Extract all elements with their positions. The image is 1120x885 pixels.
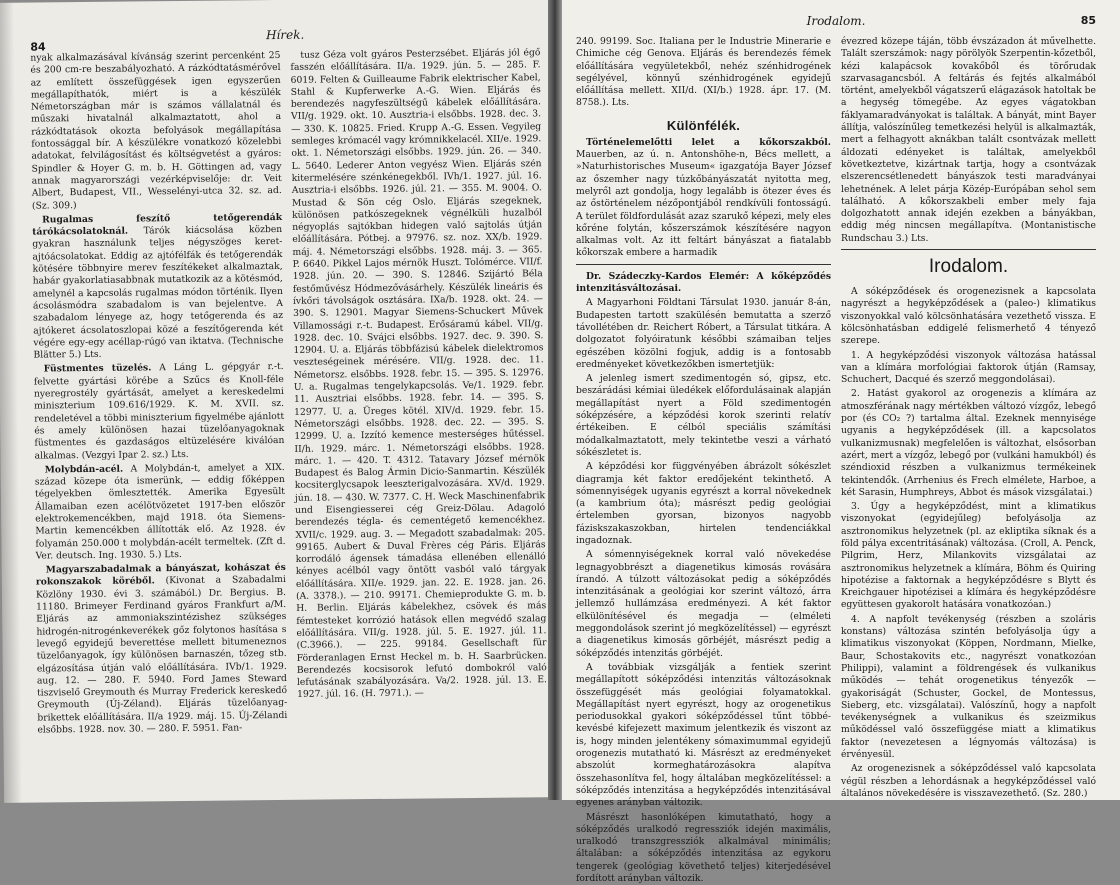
article-paragraph: 4. A napfolt tevékenység (részben a szoláris konstans) változása szintén befolyásolja úgy a klimatikus viszonyokat (Köppen, Nordmann, Mielke, Baur, Schostakovits etc., nagyrészt vonatkozóan Philippi), valamint a földrengések és vulkanikus működés — tehát orogenetikus tényezők — gyakoriságát (Schuster, Gockel, de Montessus, Sieberg, etc. vizsgálatai). Valószínű, hogy a napfolt tevékenységnek a vulkanikus és szeizmikus működéssel való összefüggése miatt a klimatikus faktor (nevezetesen a légnyomás változása) is érvényesül.: [841, 613, 1096, 761]
article-paragraph: A sóképződések és orogenezisnek a kapcsolata nagyrészt a hegyképződések a (paleo-) klimatikus viszonyokkal való kölcsönhatására vezethető vissza. E kölcsönhatásban eddigelé felismerhető 4 tényező szerepe.: [841, 286, 1096, 347]
left-page: [0, 0, 560, 803]
kulonfelek-article-lead: Történelemelőtti lelet a kőkorszakból.: [586, 136, 831, 148]
right-running-title: Irodalom.: [806, 14, 866, 28]
section-title-irodalom: Irodalom.: [928, 256, 1009, 278]
article-text: Tárók kiácsolása közben gyakran használunk teljes négyszöges keret-ajtóácsolatokat. Eddig az ajtófélfák és tetőgerendák kötésére többnyire merev feszítékeket alkalmaztak, habár gyakorlatiasabbnak mutatkozik az a kötésmód, amelynél a kapcsolás rugalmas módon történik. Ilyen ácsolásmódra szabadalom is van bejelentve. A szabadalom lényege az, hogy tetőgerenda és az ajtókeret ácsolatoszlopai közé a feszítőgerenda két végére egy-egy acéllap-rúgó van iktatva. (Technische Blätter 5.) Lts.: [32, 224, 284, 361]
article-paragraph: [30, 50, 282, 212]
right-page: [556, 0, 1120, 884]
right-columns: [576, 36, 1096, 884]
article-paragraph: Másrészt hasonlóképen kimutatható, hogy a sóképződés uralkodó regressziók idején maximális, uralkodó transzgressziók alkalmával minimális; általában: a sóképződés intenzitása az egykoru tengerek (geológiag követhető teljes) kiterjedésével fordított arányban változik.: [576, 811, 831, 884]
article-paragraph: 2. Hatást gyakorol az orogenezis a klímára az atmoszférának nagy mértékben változó vízgőz, lebegő por (és CO₂ ?) tartalma által. Ezeknek mennyisége ugyanis a hegyképződések (ill. a kapcsolatos vulkanizmusnak) megfelelően is változhat, elsősorban azért, mert a vízgőz, lebegő por (vulkáni hamukból) és széndioxid részben a vulkanizmus termékeinek tekintendők. (Arrhenius és Frech elmélete, Harboe, a két Sarasin, Humphreys, Abbot és mások vizsgálatai.): [841, 388, 1096, 498]
right-column-2: [841, 36, 1096, 799]
article-text: tusz Géza volt gyáros Pesterzsébet. Eljárás jól égő fasszén előállítására. II/a. 1929. jún. 5. — 285. F. 6019. Felten & Guilleaume Fabrik elektrischer Kabel, Stahl & Kupferwerke A.-G. Wien. Eljárás és berendezés nagyfeszültségű kábelek előállítására. VII/g. 1929. okt. 10. Ausztria-i elsőbbs. 1928. dec. 3. — 330. K. 10825. Fried. Krupp A.-G. Essen. Vegyileg semleges krómacél vagy krómnikkelacél. XII/e. 1929. okt. 1. Németországi elsőbbs. 1929. jún. 26. — 340. L. 5640. Lederer Anton vegyész Wien. Eljárás szén kitermelésére szénkénegekből. IVh/1. 1927. júl. 16. Ausztria-i elsőbbs. 1926. júl. 21. — 355. M. 9004. O. Mustad & Sön cég Oslo. Eljárás szegeknek, különösen patkószegeknek végnélküli huzalból négyoplás sajtókban hidegen való sajtolás útján előállítására. Pótbej. a 97976. sz. noz. XX/b. 1929. máj. 4. Németországi elsőbbs. 1928. máj. 3. — 365. P. 6640. Pikkel Lajos mérnök Huszt. Tolómérce. VII/f. 1928. jún. 20. — 390. S. 12846. Szijártó Béla festőművész Hódmezővásárhely. Készülék lineáris és ívkőri távolságok osztására. IXa/b. 1928. okt. 24. — 390. S. 12901. Magyar Siemens-Schuckert Művek Villamossági r.-t. Budapest. Erősáramú kábel. VII/g. 1928. dec. 10. Svájci elsőbbs. 1927. dec. 9. 390. S. 12904. U. a. Eljárás többfázisú kábelek dielektromos veszteségeinek mérésére. VII/g. 1928. dec. 11. Németorsz. elsőbbs. 1928. febr. 15. — 395. S. 12976. U. a. Rugalmas tengelykapcsolás. Ve/1. 1929. febr. 11. Ausztriai elsőbbs. 1928. febr. 14. — 395. S. 12977. U. a. Üreges kötél. XIV/d. 1929. febr. 15. Németországi elsőbbs. 1928. dec. 22. — 395. S. 12999. U. a. Izzító kemence mesterséges hűtéssel. II/h. 1929. márc. 1. Németországi elsőbbs. 1928. márc. 1. — 420. T. 4312. Tatavary József mérnök Budapest és Balog Ármin Dicio-Sanmartin. Készülék kocsiterglycsapok leeszterigalvozására. XV/d. 1929. jún. 18. — 430. W. 7377. C. H. Weck Maschinenfabrik und Eisengiesserei cég Greiz-Dölau. Adagoló berendezés tégla- és cementégető kemencékhez. XVII/c. 1929. aug. 3. — Megadott szabadalmak: 205. 99165. Aubert & Duval Frères cég Páris. Eljárás korrodáló ágensek támadása ellenében ellenálló kényes acélból vagy öntött vasból való tárgyak előállítására. XII/e. 1929. jan. 22. E. 1928. jan. 26. (A. 3378.). — 210. 99171. Chemieprodukte G. m. b. H. Berlin. Eljárás kábelekhez, csövek és más fémtesteket korrózió hatások ellen megvédő szalag előállítására. VII/g. 1928. júl. 5. E. 1927. júl. 11. (C.3966.). — 225. 99184. Gesellschaft für Förderanlagen Ernst Heckel m. b. H. Saarbrücken. Berendezés kocsisorok lefutó dombokról való lefutásának szabályozására. Va/2. 1928. júl. 13. E. 1927. júl. 16. (H. 7971.). —: [290, 47, 548, 701]
kulonfelek-continuation: évezred közepe táján, több évszázadon át művelhette. Talált szerszámok: nagy pörölyök Szerpentin-kőzetből, kézi kalapácsok kovakőből és törőrudak szarvasagancsból. A feltárás és fejtés alkalmából történt, amelyekből vágatszerű elágazások hatoltak be a hegység tömegébe. Az egyes vágatokban fáklyamaradványokat is találtak. A bányát, mint Bayer állítja, valószínűleg temetkezési helyül is alkalmazták, mert a felhagyott aknákban talált csontvázak mellett áldozati edényeket is találtak, amelyekből következtetve, kizártnak tartja, hogy a csontvázak elszerencsétlenedett bányászok testi maradványai lehetnének. A lelet párja Közép-Európában sehol sem található. A kőkorszakbeli ember mely faja dolgozhatott annak idején ezekben a bányákban, eddig még nincsen megállapítva. (Montanistische Rundschau 3.) Lts.: [841, 36, 1096, 244]
section-divider: [841, 249, 1096, 250]
article-paragraph: [290, 47, 547, 701]
article-paragraph: A jelenleg ismert szedimentogén só, gipsz, etc. beszárádási kémiai üledékek előfordulásainak alapján megállapítást nyert a Föld szedimentogén sóképzésére, a képződési korok szerinti relatív értékeiben. E célból speciális számítási módalkalmaztatott, mely tekintetbe veszi a várható sókészletet is.: [576, 373, 831, 458]
article-paragraph: [36, 562, 288, 737]
article-paragraph: 1. A hegyképződési viszonyok változása hatással van a klímára morfológiai faktorok útján (Ramsay, Schuchert, Dacqué és szerző meggondolásai).: [841, 349, 1096, 386]
article-lead: Magyarszabadalmak a bányászat, kohászat és rokonszakok köréből.: [35, 562, 286, 589]
article-text: (Kivonat a Szabadalmi Közlöny 1930. évi 3. számából.) Dr. Bergius. B. 11180. Brimeyer Ferdinand gyáros Frankfurt a/M. Eljárás az ammoniakszintézishez szükséges hidrogén-nitrogénkeverékek gőz folytonos hasítása s levegő egyidejű beverettése mellett bitumeneznos tüzelőanyagok, így különösen barnaszén, tőzeg stb. elgázosítása útján való előállítására. IVb/1. 1929. aug. 12. — 280. F. 5940. Ford James Steward tiszviselő Greymouth és Murray Frederick kereskedő Greymouth (Új-Zéland). Eljárás tüzelőanyag-brikettek előállítására. II/a 1929. máj. 15. Új-Zélandi elsőbbs. 1928. nov. 30. — 280. F. 5951. Fan-: [35, 574, 288, 736]
article-lead: Füstmentes tüzelés.: [43, 362, 152, 375]
right-page-number: 85: [1080, 14, 1096, 27]
article-paragraph: Az orogenezisnek a sóképződéssel való kapcsolata végül részben a lehordásnak a hegyképződéssel való általános növekedésére is visszavezethető. (Sz. 280.): [841, 763, 1096, 799]
article-paragraph: A továbbiak vizsgálják a fentiek szerint megállapított sóképződési intenzitás változásoknak összefüggését más geológiai folyamatokkal. Megállapítást nyert egyrészt, hogy az orogenetikus periodusokkal gyakori sóképződéssel tűnt többé-kevésbé kifejezett maximum jelentkezik és viszont az is, hogy minden jelentékeny sómaximummal egyidejű orogenezis mutatható ki. Másrészt az eredményeket abszolút kormeghatározásokra alapítva összehasonlítva fel, hogy általában megközelítéssel: a sóképződés intenzitása a hegyképződés intenzitásával egyenes arányban változik.: [576, 661, 831, 809]
article-text: nyak alkalmazásával kívánság szerint percenként 25 és 200 cm-re beszabályozható. A rázkódtatásmérővel az említett összefüggések igen egyszerűen megállapíthatók, miért is a készülék Németországban már is számos vállalatnál és műszaki hivatalnál alkalmaztatott, ahol a rázkódtatások okozta befolyások megállapítása fontossággal bír. A készülékre vonatkozó közelebbi adatokat, felvilágosítást és költségvetést a gyáros: Spindler & Hoyer G. m. b. H. Göttingen ad, vagy annak magyarországi vezérképviselője: dr. Veit Albert, Budapest, VII., Wesselényi-utca 32. sz. ad. (Sz. 309.): [30, 49, 282, 212]
book-gutter: [548, 0, 562, 800]
article-text: A Molybdán-t, amelyet a XIX. század közepe óta ismerünk, — eddig főképpen tégelyekben ömlesztették. Amerika Egyesült Államaiban ezen acélötvözetet 1917-ben először elektrokemencékben, majd 1918. óta Siemens-Martin kemencékben állították elő. Az 1928. év folyamán 250.000 t molybdán-acélt termeltek. (Zft d. Ver. deutsch. Ing. 1930. 5.) Lts.: [34, 461, 286, 562]
article-paragraph: [34, 361, 285, 462]
kulonfelek-article: [576, 137, 831, 260]
article-paragraph: A képződési kor függvényében ábrázolt sókészlet diagramja két faktor eredőjeként tekinthető. A sómennyiségek ugyanis egyrészt a korral növekednek (a kambrium óta); másrészt pedig geológiai értelemben gyorsan, bizonyos nagyobb fáziskszakaszokban, hirtelen tendenciákkal ingadoznak.: [576, 461, 831, 546]
left-running-title: Hírek.: [265, 27, 305, 43]
left-column-2: [290, 47, 548, 810]
section-title-kulonfelek: Különfélék.: [666, 117, 741, 133]
article-lead: Rugalmas feszítő tetőgerendák tárókácsolatoknál.: [32, 211, 283, 238]
article-paragraph: A sómennyiségeknek korral való növekedése legnagyobbrészt a diagenetikus kimosás rovására írandó. A túlzott változásokat pedig a sóképződés intenzitásának a geológiai kor szerint változó, árra jellemző hullámzása eredményezi. A két faktor elkülönítésével és megadja — (elméleti meggondolások szerint jó megközelítéssel) — egyrészt a diagenetikus kimosás görbéjét, másrészt pedig a sóképződés intenzitás görbéjét.: [576, 549, 831, 659]
article-paragraph: [35, 462, 286, 563]
review-body-column-1: [576, 297, 831, 885]
left-page-number: 84: [30, 40, 46, 54]
right-column-1: [576, 36, 831, 884]
left-columns: [30, 47, 548, 812]
section-divider: [576, 264, 831, 265]
patent-continuation: 240. 99199. Soc. Italiana per le Industrie Minerarie e Chimiche cég Genova. Eljárás és berendezés fémek előállítására vegyületekből, nehéz szénhidrogének segélyével, könnyű szénhidrogének egyidejű előállítása mellett. XII/d. (XI/b.) 1928. ápr. 17. (M. 8758.). Lts.: [576, 36, 831, 109]
review-body-column-2: [841, 286, 1096, 800]
article-paragraph: [32, 212, 284, 362]
left-column-1: [30, 50, 288, 813]
article-paragraph: 3. Úgy a hegyképződést, mint a klimatikus viszonyokat (egyidejűleg) befolyásolja az asztronomikus helyzetnek (pl. az ekliptika síknak és a föld pálya excentritásának) változása. (Croll, A. Penck, Pilgrim, Herz, Milankovits vizsgálatai az asztronomikus helyzetnek a klímára, Böhm és Quiring hipotézise a faktornak a hegyképződésre s Blytt és Kreichgauer hipotézisei a klímára és hegyképződésre együttesen gyakorolt hatására vonatkozóan.): [841, 501, 1096, 611]
article-paragraph: A Magyarhoni Földtani Társulat 1930. január 8-án, Budapesten tartott szakülésén bemutatta a szerző távollétében dr. Reichert Róbert, a Társulat titkára. A dolgozatot folyóiratunk későbbi számaiban teljes egészében közölni fogjuk, addig is a fontosabb eredményeket következőkben ismertetjük:: [576, 297, 831, 370]
review-heading: Dr. Szádeczky-Kardos Elemér: A kőképződés intenzitásváltozásai.: [576, 270, 831, 295]
kulonfelek-article-body: Mauerben, az ú. n. Antonshöhe-n, Bécs mellett, a »Naturhistorisches Museum« igazgatója Bayer József az őszemher nagy túzkőbányászatát nyitotta meg, melyről azt gondolja, hogy legalább is ötezer éves és az őstörténelem nézőpontjából rendkívüli fontosságú. A terület földfordulását azaz szarukő képezi, mely eles kőréne folytán, kőszerszámok készítésére nagyon alkalmas volt. Az itt feltárt bányászat a fiatalabb kőkorszak embere a harmadik: [576, 149, 831, 259]
article-lead: Molybdán-acél.: [44, 463, 124, 476]
right-running-header: [576, 14, 1096, 36]
article-text: A Láng L. gépgyár r.-t. felvette gyártási körébe a Szűcs és Knoll-féle nyeregrostély gyártását, amelyet a kereskedelmi miniszterium 109.616/1929. K. M. XVII. sz. rendeletével a többi miniszterium figyelmébe ajánlott és amely különösen hazai tüzelőanyagoknak füstmentes és gazdaságos eltüzelésére kiválóan alkalmas. (Vezgyi Ipar 2. sz.) Lts.: [33, 361, 285, 462]
